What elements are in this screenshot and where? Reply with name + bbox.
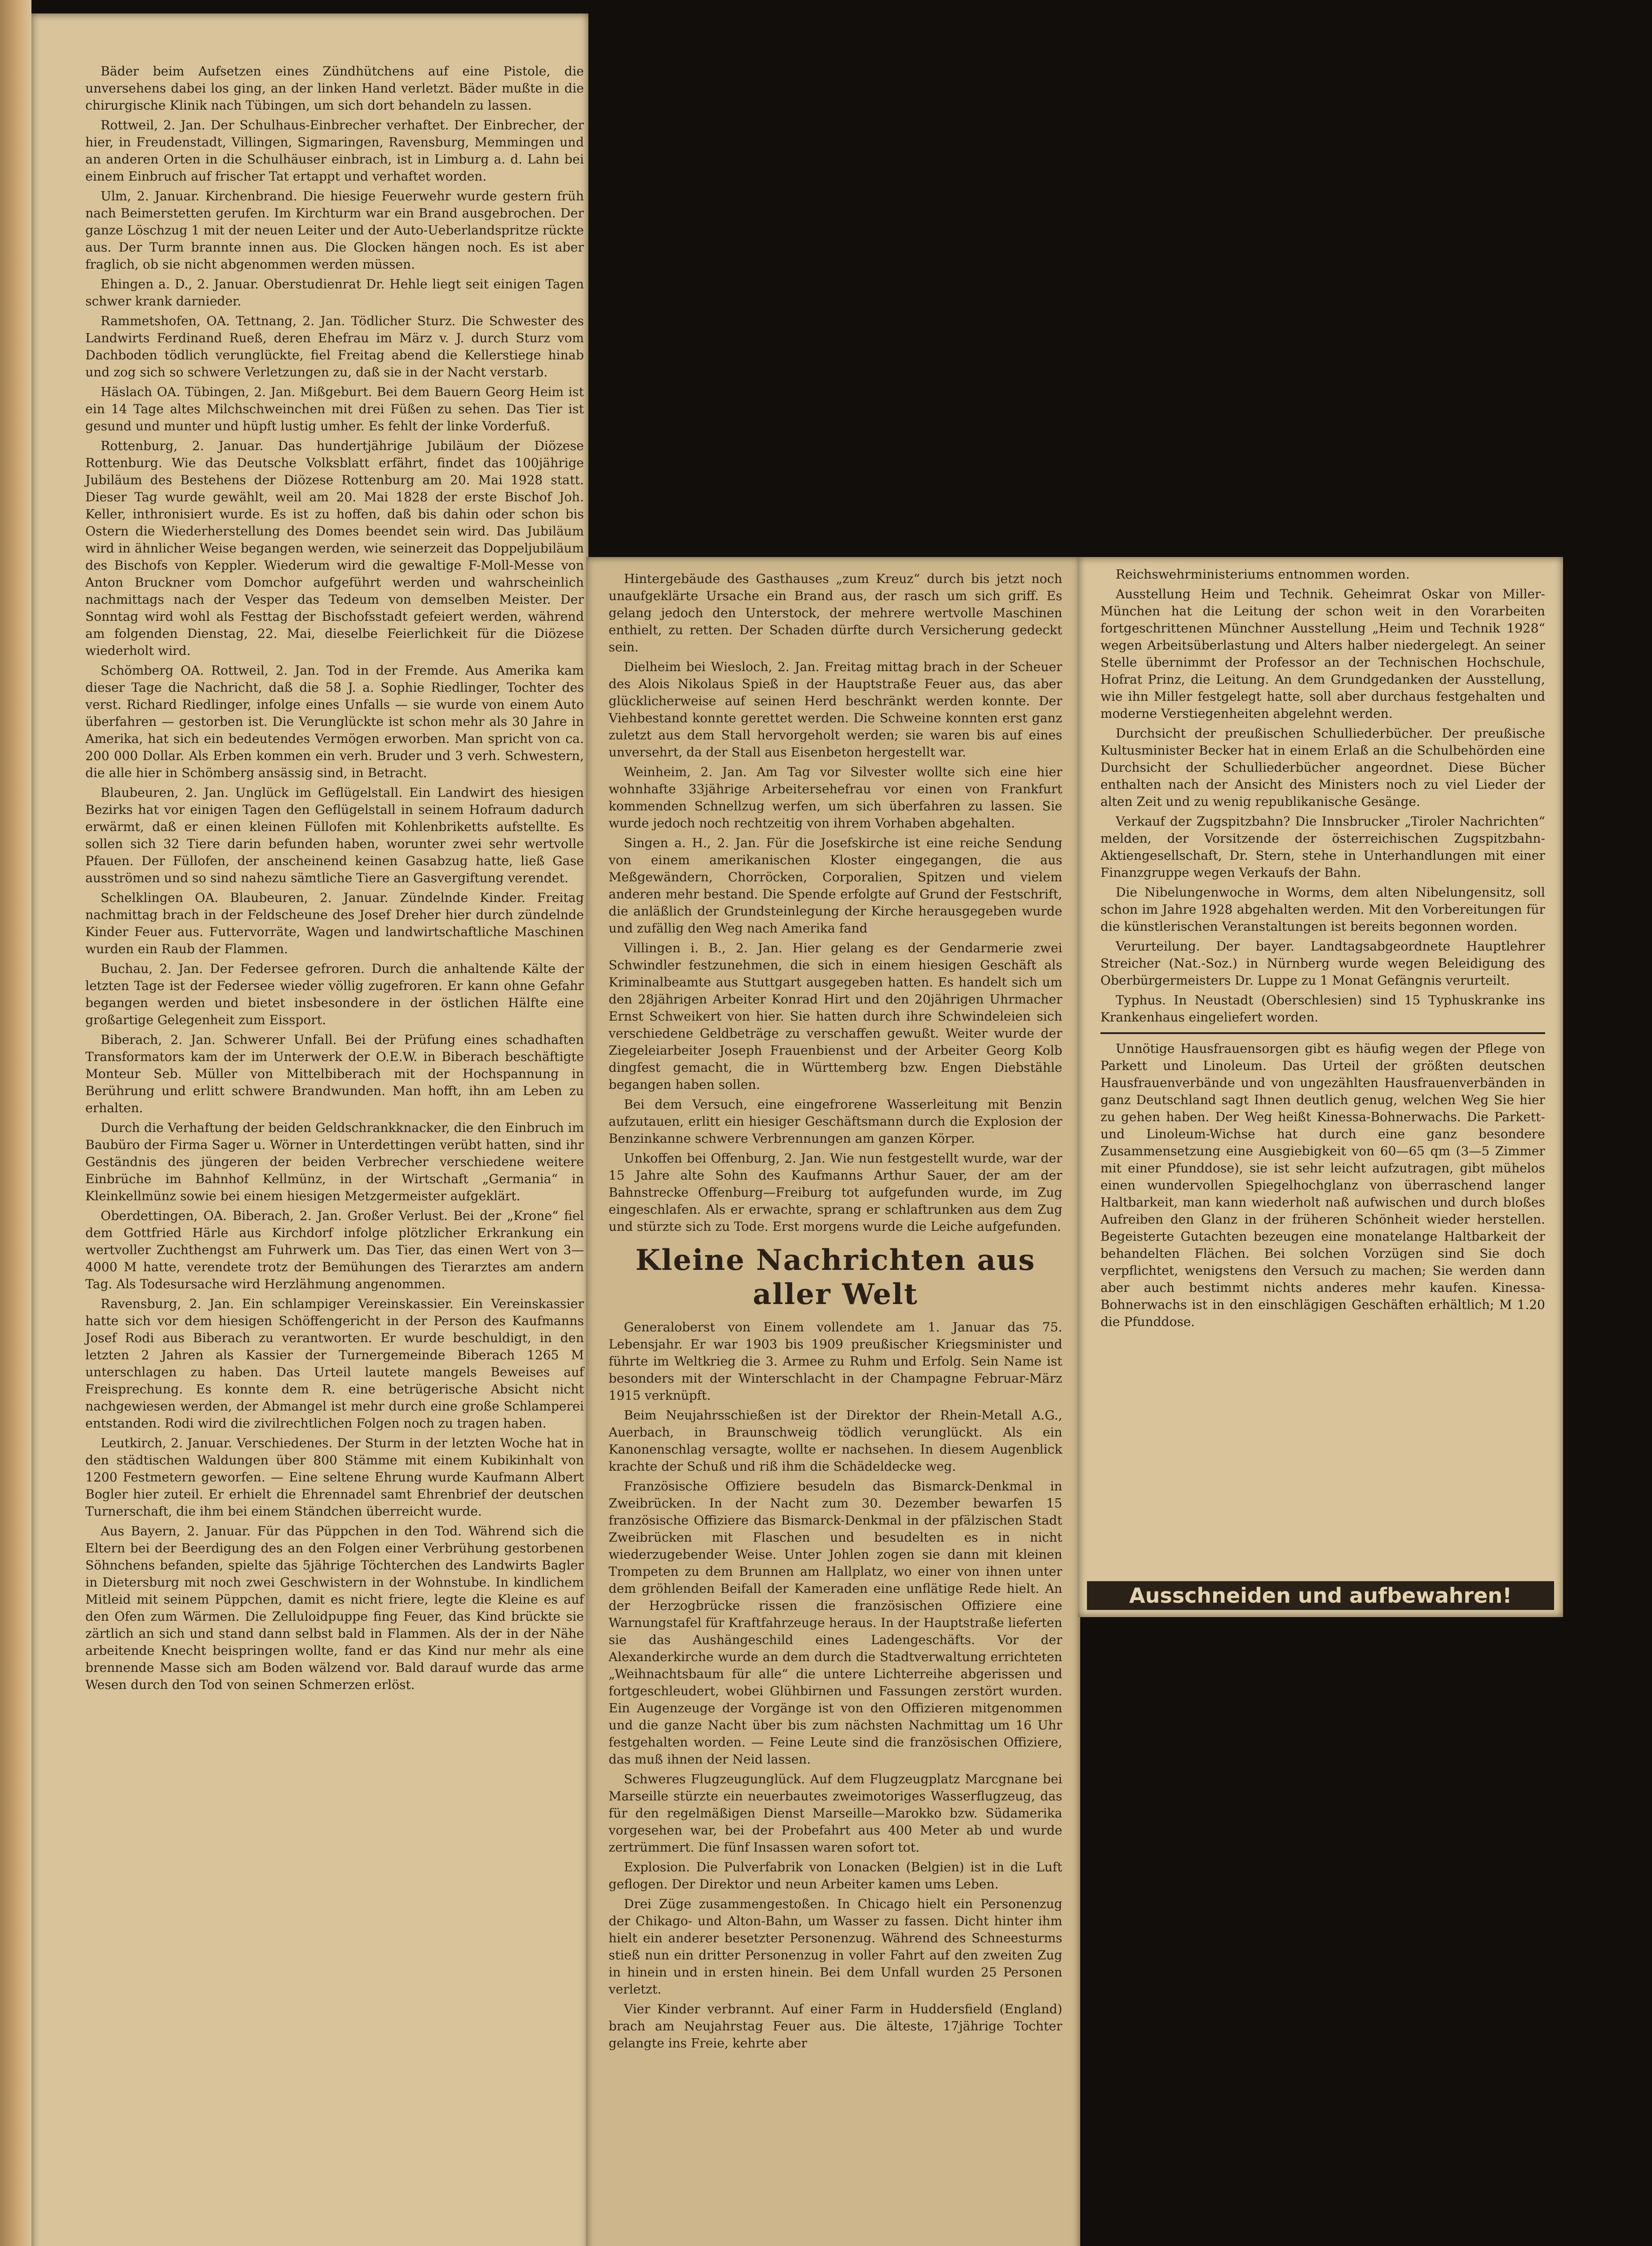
paper-fold-edge <box>0 0 31 2246</box>
news-paragraph: Villingen i. B., 2. Jan. Hier gelang es der Gendarmerie zwei Schwindler festzunehmen, die sich in einem hiesigen Geschäft als Kriminalbeamte aus Stuttgart ausgegeben hatten. Es handelt sich um den 28jährigen Arbeiter Konrad Hirt und den 20jährigen Uhrmacher Ernst Schweikert von hier. Sie hatten durch ihre Schwindeleien sich verschiedene Geldbeträge zu verschaffen gewußt. Weiter wurde der Ziegeleiarbeiter Joseph Frauenbienst und der Arbeiter Georg Kolb dingfest gemacht, die in Württemberg bzw. Engen Diebstähle begangen haben sollen. <box>609 941 1062 1092</box>
news-paragraph: Rammetshofen, OA. Tettnang, 2. Jan. Tödlicher Sturz. Die Schwester des Landwirts Ferdinand Rueß, deren Ehefrau im März v. J. durch Sturz vom Dachboden tödlich verunglückte, fiel Freitag abend die Kellerstiege hinab und zog sich so schwere Verletzungen zu, daß sie in der Nacht verstarb. <box>85 314 584 380</box>
news-paragraph: Leutkirch, 2. Januar. Verschiedenes. Der Sturm in der letzten Woche hat in den städtischen Waldungen über 800 Stämme mit einem Kubikinhalt von 1200 Festmetern geworfen. — Eine seltene Ehrung wurde Kaufmann Albert Bogler hier zuteil. Er erhielt die Ehrennadel samt Ehrenbrief der deutschen Turnerschaft, die ihm bei einem Ständchen überreicht wurde. <box>85 1436 584 1519</box>
clipping-middle <box>586 557 1080 2246</box>
column-right <box>1100 566 1545 1333</box>
news-paragraph: Ehingen a. D., 2. Januar. Oberstudienrat Dr. Hehle liegt seit einigen Tagen schwer krank darnieder. <box>85 277 584 309</box>
news-paragraph: Ravensburg, 2. Jan. Ein schlampiger Vereinskassier. Ein Vereinskassier hatte sich vor dem hiesigen Schöffengericht in der Person des Kaufmanns Josef Rodi aus Biberach zu verantworten. Er wurde beschuldigt, in den letzten 2 Jahren als Kassier der Turnergemeinde Biberach 1265 M unterschlagen zu haben. Das Urteil lautete mangels Beweises auf Freisprechung. Es konnte dem R. eine betrügerische Absicht nicht nachgewiesen werden, der Abmangel ist mehr durch eine große Schlamperei entstanden. Rodi wird die zivilrechtlichen Folgen noch zu tragen haben. <box>85 1296 584 1431</box>
news-paragraph: Dielheim bei Wiesloch, 2. Jan. Freitag mittag brach in der Scheuer des Alois Nikolaus Spieß in der Hauptstraße Feuer aus, das aber glücklicherweise auf seinen Herd beschränkt werden konnte. Der Viehbestand konnte gerettet werden. Die Schweine konnten erst ganz zuletzt aus dem Stall hervorgeholt werden; sie waren bis auf eines unversehrt, da der Stall aus Eisenbeton hergestellt war. <box>609 659 1062 760</box>
news-paragraph: Unkoffen bei Offenburg, 2. Jan. Wie nun festgestellt wurde, war der 15 Jahre alte Sohn des Kaufmanns Arthur Sauer, der am der Bahnstrecke Offenburg—Freiburg tot aufgefunden wurde, im Zug eingeschlafen. Als er erwachte, sprang er schlaftrunken aus dem Zug und stürzte sich zu Tode. Erst morgens wurde die Leiche aufgefunden. <box>609 1151 1062 1234</box>
advert-text: Unnötige Hausfrauensorgen gibt es häufig wegen der Pflege von Parkett und Linoleum. Das Urteil der größten deutschen Hausfrauenverbände und von ungezählten Hausfrauenverbänden in ganz Deutschland sagt Ihnen deutlich genug, welchen Weg Sie hier zu gehen haben. Der Weg heißt Kinessa-Bohnerwachs. Die Parkett- und Linoleum-Wichse hat durch eine ganz besondere Zusammensetzung eine Ausgiebigkeit von 60—65 qm (3—5 Zimmer mit einer Pfunddose), sie ist sehr leicht aufzutragen, gibt mühelos einen wundervollen Spiegelhochglanz von überraschend langer Haltbarkeit, man kann wiederholt naß aufwischen und durch bloßes Aufreiben den Glanz in der früheren Schönheit wieder herstellen. Begeisterte Gutachten bezeugen eine monatelange Haltbarkeit der behandelten Flächen. Bei solchen Vorzügen sind Sie doch verpflichtet, wenigstens den Versuch zu machen; Sie werden dann aber auch bestimmt nichts anderes mehr kaufen. Kinessa-Bohnerwachs ist in den einschlägigen Geschäften erhältlich; M 1.20 die Pfunddose. <box>1100 1041 1545 1329</box>
news-paragraph: Durch die Verhaftung der beiden Geldschrankknacker, die den Einbruch im Baubüro der Firma Sager u. Wörner in Unterdettingen verübt hatten, sind ihr Geständnis des jüngeren der beiden Verbrecher verschiedene weitere Einbrüche im Bahnhof Kellmünz, in der Wirtschaft „Germania“ in Kleinkellmünz sowie bei einem hiesigen Metzgermeister aufgeklärt. <box>85 1120 584 1203</box>
news-paragraph: Oberdettingen, OA. Biberach, 2. Jan. Großer Verlust. Bei der „Krone“ fiel dem Gottfried Härle aus Kirchdorf infolge plötzlicher Erkrankung ein wertvoller Zuchthengst am Fuhrwerk um. Das Tier, das einen Wert von 3—4000 M hatte, verendete trotz der Bemühungen des Tierarztes am andern Tag. Als Todesursache wird Herzlähmung angenommen. <box>85 1208 584 1291</box>
news-paragraph: Drei Züge zusammengestoßen. In Chicago hielt ein Personenzug der Chikago- und Alton-Bahn, um Wasser zu fassen. Dicht hinter ihm hielt ein anderer besetzter Personenzug. Während des Schneesturms stieß nun ein dritter Personenzug in voller Fahrt auf den zweiten Zug in hinein und in ersten hinein. Bei dem Unfall wurden 25 Personen verletzt. <box>609 1897 1062 1997</box>
news-paragraph: Häslach OA. Tübingen, 2. Jan. Mißgeburt. Bei dem Bauern Georg Heim ist ein 14 Tage altes Milchschweinchen mit drei Füßen zu sehen. Das Tier ist gesund und munter und hüpft lustig umher. Es fehlt der linke Vorderfuß. <box>85 385 584 433</box>
news-paragraph: Beim Neujahrsschießen ist der Direktor der Rhein-Metall A.G., Auerbach, in Braunschweig tödlich verunglückt. Als ein Kanonenschlag versagte, wollte er nachsehen. In diesem Augenblick krachte der Schuß und riß ihm die Schädeldecke weg. <box>609 1408 1062 1474</box>
news-paragraph: Ulm, 2. Januar. Kirchenbrand. Die hiesige Feuerwehr wurde gestern früh nach Beimerstetten gerufen. Im Kirchturm war ein Brand ausgebrochen. Der ganze Löschzug 1 mit der neuen Leiter und der Auto-Ueberlandspritze rückte aus. Der Turm brannte innen aus. Die Glocken hängen noch. Es ist aber fraglich, ob sie nicht abgenommen werden müssen. <box>85 189 584 272</box>
column-left <box>85 63 584 1696</box>
news-paragraph: Typhus. In Neustadt (Oberschlesien) sind 15 Typhuskranke ins Krankenhaus eingeliefert worden. <box>1100 993 1545 1025</box>
news-paragraph: Französische Offiziere besudeln das Bismarck-Denkmal in Zweibrücken. In der Nacht zum 30. Dezember bewarfen 15 französische Offiziere das Bismarck-Denkmal in der pfälzischen Stadt Zweibrücken mit Flaschen und besudelten es in nicht wiederzugebender Weise. Unter Johlen zogen sie dann mit kleinen Trompeten zu dem Brunnen am Hallplatz, wo einer von ihnen unter dem gröhlenden Beifall der Kameraden eine unflätige Rede hielt. An der Herzogbrücke rissen die französischen Offiziere eine Warnungstafel für Kraftfahrzeuge heraus. In der Hauptstraße lieferten sie das Aushängeschild eines Ladengeschäfts. Vor der Alexanderkirche wurde an dem durch die Stadtverwaltung errichteten „Weihnachtsbaum für alle“ die untere Lichterreihe abgerissen und fortgeschleudert, wobei Glühbirnen und Fassungen zerstört wurden. Ein Augenzeuge der Vorgänge ist von den Offizieren mitgenommen und die ganze Nacht über bis zum nächsten Nachmittag um 16 Uhr festgehalten worden. — Feine Leute sind die französischen Offiziere, das muß ihnen der Neid lassen. <box>609 1479 1062 1767</box>
news-paragraph: Ausstellung Heim und Technik. Geheimrat Oskar von Miller-München hat die Leitung der schon weit in den Vorarbeiten fortgeschrittenen Münchner Ausstellung „Heim und Technik 1928“ wegen Arbeitsüberlastung und Alters halber niedergelegt. An seiner Stelle übernimmt der Professor an der Technischen Hochschule, Hofrat Prinz, die Leitung. An dem Grundgedanken der Ausstellung, wie ihn Miller festgelegt hatte, soll aber durchaus festgehalten und moderne Verstiegenheiten abgelehnt werden. <box>1100 587 1545 721</box>
column-middle <box>609 570 1062 2055</box>
news-paragraph: Verurteilung. Der bayer. Landtagsabgeordnete Hauptlehrer Streicher (Nat.-Soz.) in Nürnberg wurde wegen Beleidigung des Oberbürgermeisters Dr. Luppe zu 1 Monat Gefängnis verurteilt. <box>1100 939 1545 988</box>
divider <box>1100 1032 1545 1034</box>
news-paragraph: Bei dem Versuch, eine eingefrorene Wasserleitung mit Benzin aufzutauen, erlitt ein hiesiger Geschäftsmann durch die Explosion der Benzinkanne schwere Verbrennungen am ganzen Körper. <box>609 1097 1062 1146</box>
news-paragraph: Die Nibelungenwoche in Worms, dem alten Nibelungensitz, soll schon im Jahre 1928 abgehalten werden. Mit den Vorbereitungen für die künstlerischen Veranstaltungen ist bereits begonnen worden. <box>1100 885 1545 934</box>
news-paragraph: Bäder beim Aufsetzen eines Zündhütchens auf eine Pistole, die unversehens dabei los ging, an der linken Hand verletzt. Bäder mußte in die chirurgische Klinik nach Tübingen, um sich dort behandeln zu lassen. <box>85 64 584 113</box>
advert-banner: Ausschneiden und aufbewahren! <box>1087 1581 1554 1610</box>
news-paragraph: Hintergebäude des Gasthauses „zum Kreuz“ durch bis jetzt noch unaufgeklärte Ursache ein Brand aus, der rasch um sich griff. Es gelang jedoch den Unterstock, der mehrere wertvolle Maschinen enthielt, zu retten. Der Schaden dürfte durch Versicherung gedeckt sein. <box>609 571 1062 654</box>
news-paragraph: Rottweil, 2. Jan. Der Schulhaus-Einbrecher verhaftet. Der Einbrecher, der hier, in Freudenstadt, Villingen, Sigmaringen, Ravensburg, Memmingen und an anderen Orten in die Schulhäuser einbrach, ist in Limburg a. d. Lahn bei einem Einbruch auf frischer Tat ertappt und verhaftet worden. <box>85 118 584 184</box>
news-paragraph: Weinheim, 2. Jan. Am Tag vor Silvester wollte sich eine hier wohnhafte 33jährige Arbeitersehefrau vor einen von Frankfurt kommenden Schnellzug werfen, um sich überfahren zu lassen. Sie wurde jedoch noch rechtzeitig von ihrem Vorhaben abgehalten. <box>609 765 1062 831</box>
news-paragraph: Blaubeuren, 2. Jan. Unglück im Geflügelstall. Ein Landwirt des hiesigen Bezirks hat vor einigen Tagen den Geflügelstall in seinem Hofraum dadurch erwärmt, daß er einen kleinen Füllofen mit Kohlenbriketts aufstellte. Es sollen sich 32 Tiere darin befunden haben, worunter zwei sehr wertvolle Pfauen. Der Füllofen, der anscheinend keinen Gasabzug hatte, ließ Gase ausströmen und so sind nahezu sämtliche Tiere an Gasvergiftung verendet. <box>85 785 584 885</box>
news-paragraph: Durchsicht der preußischen Schulliederbücher. Der preußische Kultusminister Becker hat in einem Erlaß an die Schulbehörden eine Durchsicht der Schulliederbücher angeordnet. Diese Bücher enthalten nach der Ansicht des Ministers noch zu viel Lieder der alten Zeit und zu wenig republikanische Gesänge. <box>1100 726 1545 809</box>
clipping-left <box>31 13 588 2246</box>
news-paragraph: Generaloberst von Einem vollendete am 1. Januar das 75. Lebensjahr. Er war 1903 bis 1909 preußischer Kriegsminister und führte im Weltkrieg die 3. Armee zu Ruhm und Erfolg. Sein Name ist besonders mit der Winterschlacht in der Champagne Februar-März 1915 verknüpft. <box>609 1320 1062 1403</box>
news-paragraph: Schelklingen OA. Blaubeuren, 2. Januar. Zündelnde Kinder. Freitag nachmittag brach in der Feldscheune des Josef Dreher hier durch zündelnde Kinder Feuer aus. Futtervorräte, Wagen und landwirtschaftliche Maschinen wurden ein Raub der Flammen. <box>85 890 584 956</box>
news-paragraph: Reichswehrministeriums entnommen worden. <box>1116 567 1410 582</box>
news-paragraph: Aus Bayern, 2. Januar. Für das Püppchen in den Tod. Während sich die Eltern bei der Beerdigung des an den Folgen einer Verbrühung gestorbenen Söhnchens befanden, spielte das 5jährige Töchterchen des Landwirts Bagler in Dietersburg mit noch zwei Geschwistern in der Wohnstube. In kindlichem Mitleid mit seinem Püppchen, damit es nicht friere, legte die Kleine es auf den Ofen zum Wärmen. Die Zelluloidpuppe fing Feuer, das Kind brückte sie zärtlich an sich und stand dann selbst bald in Flammen. Als der in der Nähe arbeitende Knecht beispringen wollte, fand er das Kind nur mehr als eine brennende Masse sich am Boden wälzend vor. Bald darauf wurde das arme Wesen durch den Tod von seinen Schmerzen erlöst. <box>85 1524 584 1692</box>
news-paragraph: Biberach, 2. Jan. Schwerer Unfall. Bei der Prüfung eines schadhaften Transformators kam der im Unterwerk der O.E.W. in Biberach beschäftigte Monteur Seb. Müller von Mittelbiberach mit der Hochspannung in Berührung und erlitt schwere Brandwunden. Man hofft, ihn am Leben zu erhalten. <box>85 1032 584 1115</box>
news-paragraph: Explosion. Die Pulverfabrik von Lonacken (Belgien) ist in die Luft geflogen. Der Direktor und neun Arbeiter kamen ums Leben. <box>609 1860 1062 1892</box>
news-paragraph: Singen a. H., 2. Jan. Für die Josefskirche ist eine reiche Sendung von einem amerikanischen Kloster eingegangen, die aus Meßgewändern, Chorröcken, Corporalien, Spitzen und vielem anderen mehr bestand. Die Spende erfolgte auf Grund der Festschrift, die anläßlich der Grundsteinlegung der Kirche herausgegeben wurde und zufällig den Weg nach Amerika fand <box>609 836 1062 936</box>
news-paragraph: Vier Kinder verbrannt. Auf einer Farm in Huddersfield (England) brach am Neujahrstag Feuer aus. Die älteste, 17jährige Tochter gelangte ins Freie, kehrte aber <box>609 2002 1062 2051</box>
clipping-right <box>1078 557 1563 1617</box>
news-paragraph: Rottenburg, 2. Januar. Das hundertjährige Jubiläum der Diözese Rottenburg. Wie das Deutsche Volksblatt erfährt, findet das 100jährige Jubiläum des Bestehens der Diözese Rottenburg am 20. Mai 1928 statt. Dieser Tag wurde gewählt, weil am 20. Mai 1828 der erste Bischof Joh. Keller, inthronisiert wurde. Es ist zu hoffen, daß bis dahin oder schon bis Ostern die Wiederherstellung des Domes beendet sein wird. Das Jubiläum wird in ähnlicher Weise begangen werden, wie seinerzeit das Doppeljubiläum des Bischofs von Keppler. Wiederum wird die gewaltige F-Moll-Messe von Anton Bruckner vom Domchor aufgeführt werden und wahrscheinlich nachmittags nach der Vesper das Tedeum von demselben Meister. Der Sonntag wird wohl als Festtag der Bischofsstadt gefeiert werden, während am folgenden Dienstag, 22. Mai, dieselbe Feierlichkeit für die Diözese wiederholt wird. <box>85 438 584 658</box>
news-paragraph: Verkauf der Zugspitzbahn? Die Innsbrucker „Tiroler Nachrichten“ melden, der Vorsitzende der österreichischen Zugspitzbahn-Aktiengesellschaft, Dr. Stern, stehe in Unterhandlungen mit einer Finanzgruppe wegen Verkaufs der Bahn. <box>1100 814 1545 880</box>
news-paragraph: Schömberg OA. Rottweil, 2. Jan. Tod in der Fremde. Aus Amerika kam dieser Tage die Nachricht, daß die 58 J. a. Sophie Riedlinger, Tochter des verst. Richard Riedlinger, infolge eines Unfalls — sie wurde von einem Auto überfahren — gestorben ist. Die Verunglückte ist schon mehr als 30 Jahre in Amerika, hat sich ein bedeutendes Vermögen erworben. Man spricht von ca. 200 000 Dollar. Als Erben kommen ein verh. Bruder und 3 verh. Schwestern, die alle hier in Schömberg ansässig sind, in Betracht. <box>85 663 584 780</box>
news-paragraph: Buchau, 2. Jan. Der Federsee gefroren. Durch die anhaltende Kälte der letzten Tage ist der Federsee wieder völlig zugefroren. Er kann ohne Gefahr begangen werden und bietet insbesondere in der östlichen Hälfte eine großartige Gelegenheit zum Eissport. <box>85 961 584 1027</box>
news-paragraph: Schweres Flugzeugunglück. Auf dem Flugzeugplatz Marcgnane bei Marseille stürzte ein neuerbautes zweimotoriges Wasserflugzeug, das für den regelmäßigen Dienst Marseille—Marokko bzw. Südamerika vorgesehen war, bei der Probefahrt aus 400 Meter ab und wurde zertrümmert. Die fünf Insassen waren sofort tot. <box>609 1772 1062 1855</box>
section-heading: Kleine Nachrichten aus aller Welt <box>635 1243 1036 1311</box>
